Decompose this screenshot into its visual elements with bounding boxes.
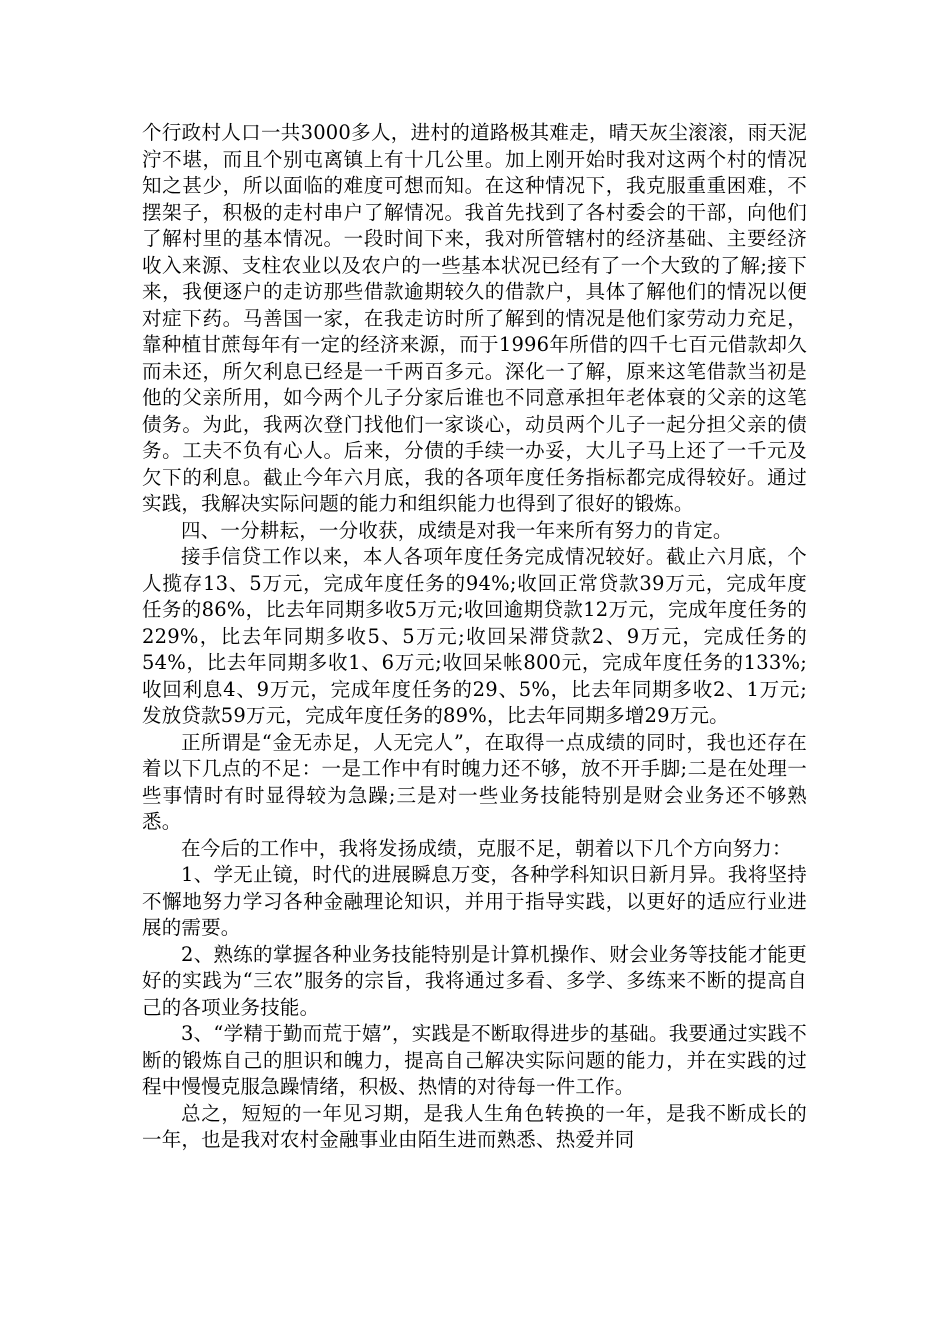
paragraph-village-visits: 个行政村人口一共3000多人，进村的道路极其难走，晴天灰尘滚滚，雨天泥泞不堪，而且个别屯离镇上有十几公里。加上刚开始时我对这两个村的情况知之甚少，所以面临的难度可想而知。在这种情况下，我克服重重困难，不摆架子，积极的走村串户了解情况。我首先找到了各村委会的干部，向他们了解村里的基本情况。一段时间下来，我对所管辖村的经济基础、主要经济收入来源、支柱农业以及农户的一些基本状况已经有了一个大致的了解;接下来，我便逐户的走访那些借款逾期较久的借款户，具体了解他们的情况以便对症下药。马善国一家，在我走访时所了解到的情况是他们家劳动力充足，靠种植甘蔗每年有一定的经济来源，而于1996年所借的四千七百元借款却久而未还，所欠利息已经是一千两百多元。深化一了解，原来这笔借款当初是他的父亲所用，如今两个儿子分家后谁也不同意承担年老体衰的父亲的这笔债务。为此，我两次登门找他们一家谈心，动员两个儿子一起分担父亲的债务。工夫不负有心人。后来，分债的手续一办妥，大儿子马上还了一千元及欠下的利息。截止今年六月底，我的各项年度任务指标都完成得较好。通过实践，我解决实际问题的能力和组织能力也得到了很好的锻炼。 [142, 121, 807, 515]
paragraph-task-results: 接手信贷工作以来，本人各项年度任务完成情况较好。截止六月底，个人揽存13、5万元，完成年度任务的94%;收回正常贷款39万元，完成年度任务的86%，比去年同期多收5万元;收回逾期贷款12万元，完成年度任务的229%，比去年同期多收5、5万元;收回呆滞贷款2、9万元，完成任务的54%，比去年同期多收1、6万元;收回呆帐800元，完成年度任务的133%;收回利息4、9万元，完成年度任务的29、5%，比去年同期多收2、1万元;发放贷款59万元，完成年度任务的89%，比去年同期多增29万元。 [142, 545, 807, 727]
section-heading-four: 四、一分耕耘，一分收获，成绩是对我一年来所有努力的肯定。 [181, 518, 733, 542]
paragraph-conclusion: 总之，短短的一年见习期，是我人生角色转换的一年，是我不断成长的一年，也是我对农村金融事业由陌生进而熟悉、热爱并同 [142, 1101, 807, 1151]
list-item-3: 3、“学精于勤而荒于嬉”，实践是不断取得进步的基础。我要通过实践不断的锻炼自己的胆识和魄力，提高自己解决实际问题的能力，并在实践的过程中慢慢克服急躁情绪，积极、热情的对待每一件工作。 [142, 1022, 807, 1098]
list-item-2: 2、熟练的掌握各种业务技能特别是计算机操作、财会业务等技能才能更好的实践为“三农”服务的宗旨，我将通过多看、多学、多练来不断的提高自己的各项业务技能。 [142, 942, 807, 1019]
document-body [142, 120, 807, 1154]
list-item-1: 1、学无止镜，时代的进展瞬息万变，各种学科知识日新月异。我将坚持不懈地努力学习各种金融理论知识，并用于指导实践，以更好的适应行业进展的需要。 [142, 863, 807, 939]
paragraph-future-directions: 在今后的工作中，我将发扬成绩，克服不足，朝着以下几个方向努力： [181, 836, 792, 860]
paragraph-shortcomings: 正所谓是“金无赤足，人无完人”，在取得一点成绩的同时，我也还存在着以下几点的不足：一是工作中有时魄力还不够，放不开手脚;二是在处理一些事情时有时显得较为急躁;三是对一些业务技能特别是财会业务还不够熟悉。 [142, 730, 807, 833]
